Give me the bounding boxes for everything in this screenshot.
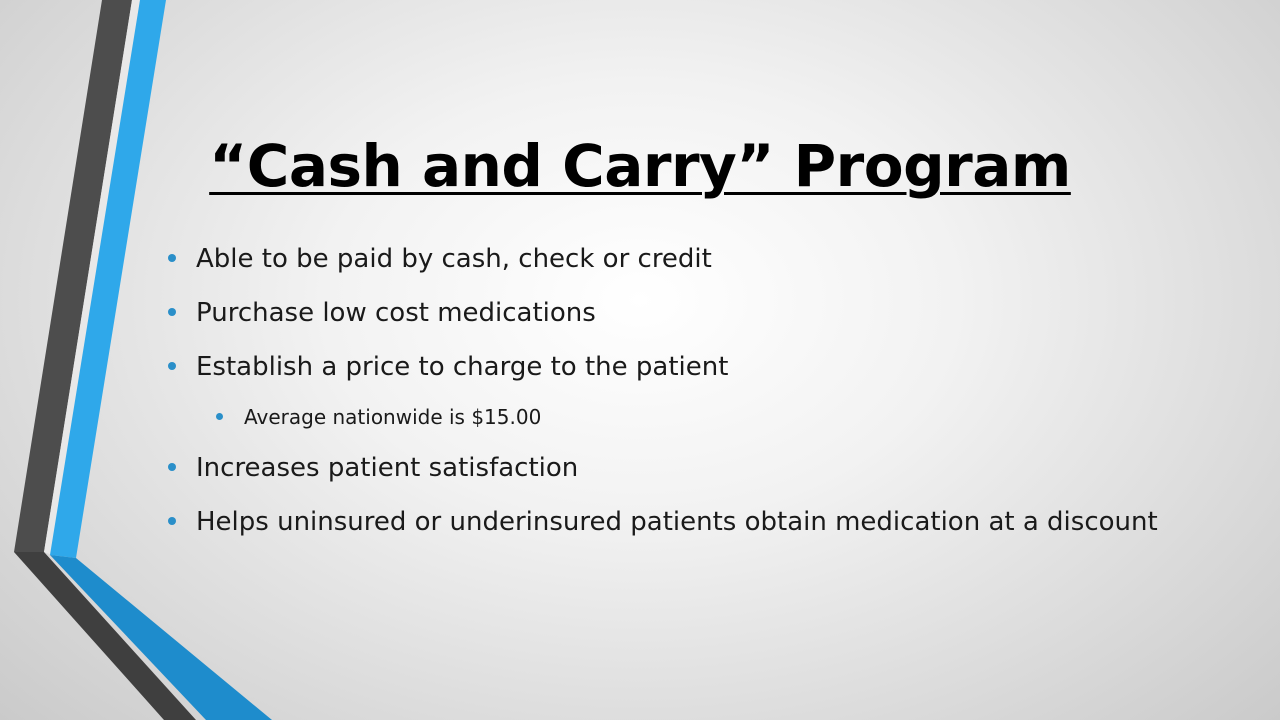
bullet-text: Helps uninsured or underinsured patients obtain medication at a discount [196, 507, 1158, 537]
bullet-item [160, 242, 712, 276]
sub-bullet-dot-icon [216, 413, 223, 420]
bullet-item [160, 451, 578, 485]
bullet-dot-icon [168, 308, 176, 316]
bullet-item [160, 296, 596, 330]
bullet-text: Increases patient satisfaction [196, 453, 579, 483]
bullet-dot-icon [168, 362, 176, 370]
bullet-text: Purchase low cost medications [196, 298, 596, 328]
bullet-dot-icon [168, 517, 176, 525]
bullet-text: Able to be paid by cash, check or credit [196, 244, 712, 274]
bullet-text: Average nationwide is $15.00 [244, 405, 542, 429]
slide-title: “Cash and Carry” Program [209, 132, 1071, 200]
bullet-item [160, 350, 728, 384]
bullet-dot-icon [168, 254, 176, 262]
sub-bullet-item [160, 403, 541, 431]
bullet-text: Establish a price to charge to the patient [196, 352, 729, 382]
bullet-item [160, 505, 1158, 539]
bullet-dot-icon [168, 463, 176, 471]
